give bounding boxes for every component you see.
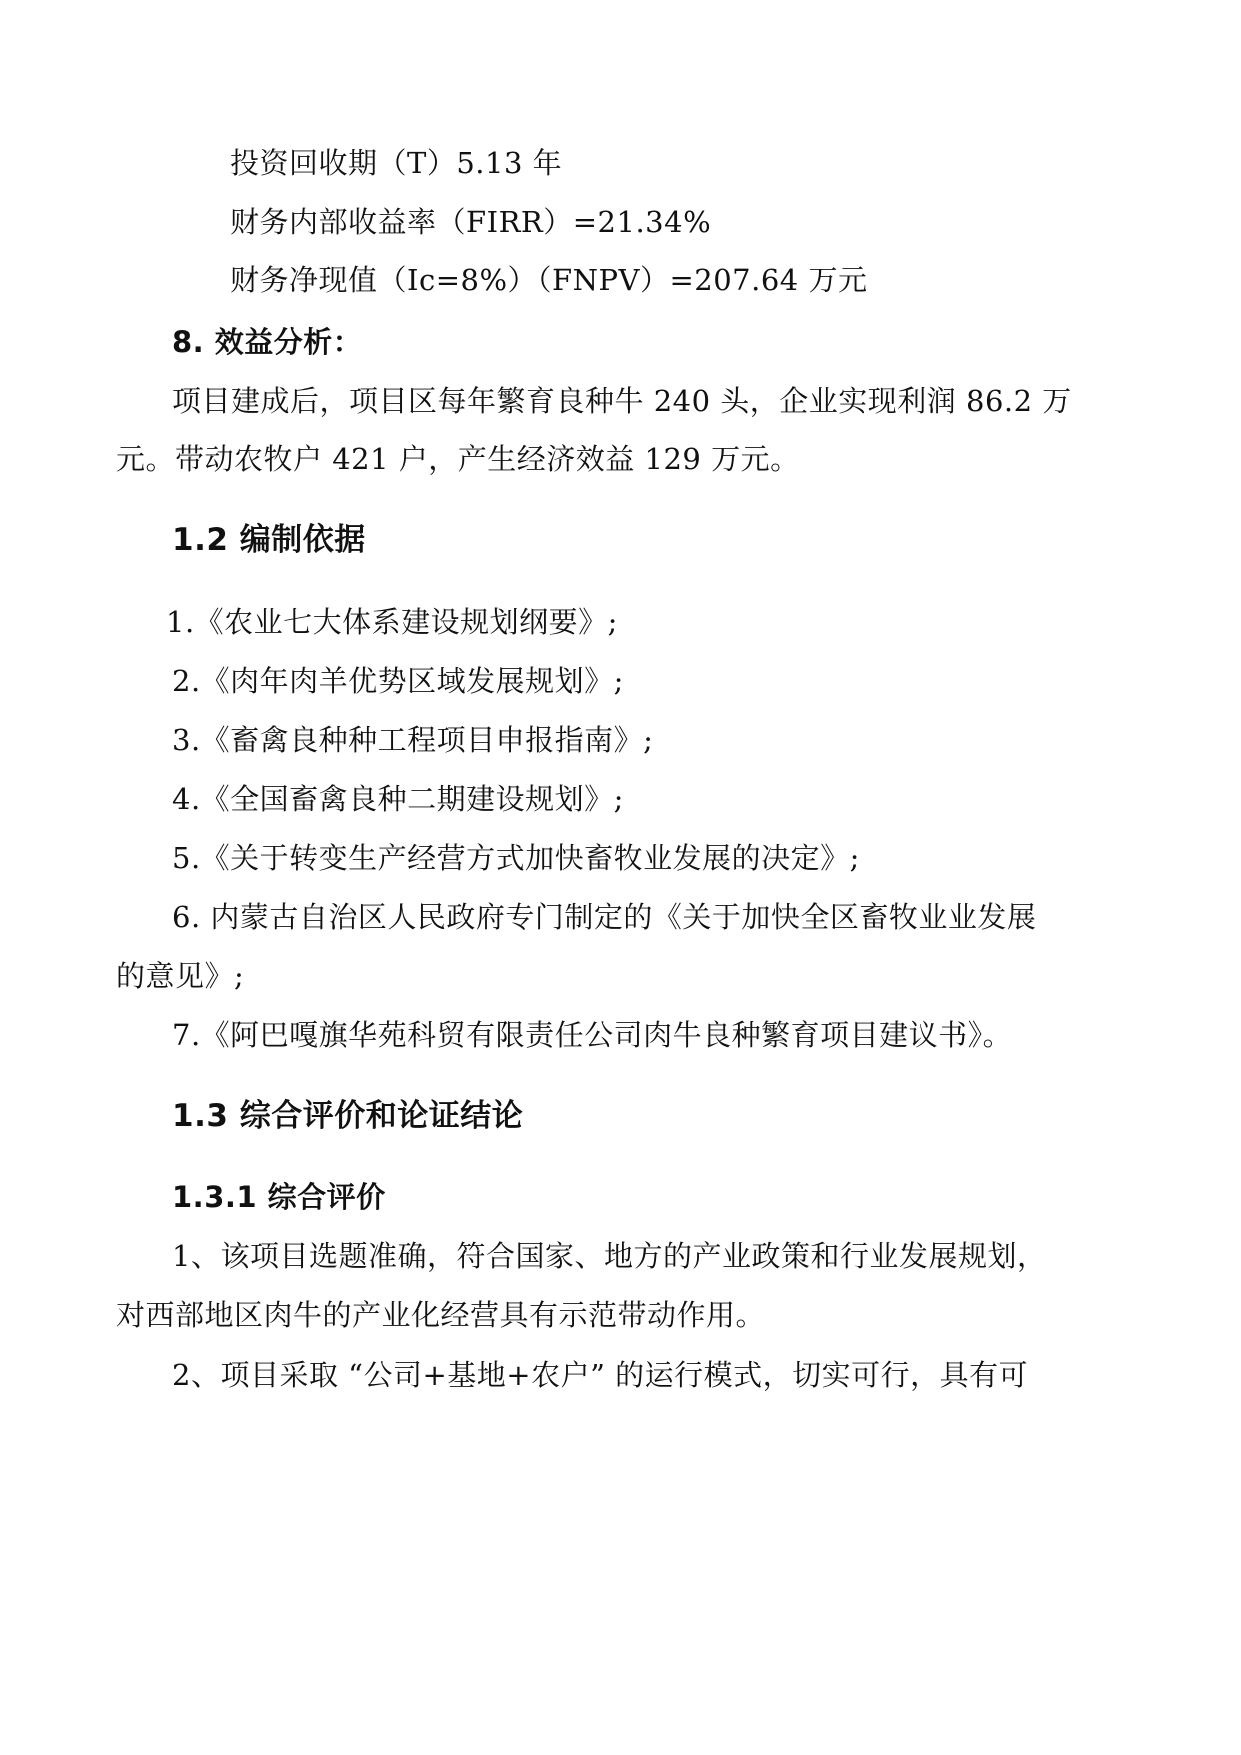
section-heading-basis: 1.2 编制依据	[172, 522, 366, 558]
basis-item: 1.《农业七大体系建设规划纲要》;	[166, 605, 618, 639]
basis-item: 4.《全国畜禽良种二期建设规划》;	[172, 782, 624, 816]
basis-item-continuation: 的意见》;	[116, 959, 245, 993]
basis-item: 5.《关于转变生产经营方式加快畜牧业发展的决定》;	[172, 841, 860, 875]
firr-line: 财务内部收益率（FIRR）=21.34%	[230, 205, 712, 239]
benefit-paragraph-line-1: 项目建成后，项目区每年繁育良种牛 240 头，企业实现利润 86.2 万	[172, 384, 1072, 418]
subsection-heading-evaluation: 1.3.1 综合评价	[172, 1180, 386, 1214]
evaluation-paragraph-2-line-1: 2、项目采取 “公司+基地+农户” 的运行模式，切实可行，具有可	[172, 1358, 1029, 1392]
evaluation-paragraph-1-line-2: 对西部地区肉牛的产业化经营具有示范带动作用。	[116, 1298, 766, 1332]
benefit-heading: 8. 效益分析：	[172, 325, 363, 359]
benefit-paragraph-line-2: 元。带动农牧户 421 户，产生经济效益 129 万元。	[116, 442, 800, 476]
basis-item: 2.《肉年肉羊优势区域发展规划》;	[172, 664, 624, 698]
fnpv-line: 财务净现值（Ic=8%）（FNPV）=207.64 万元	[230, 263, 868, 297]
payback-period-line: 投资回收期（T）5.13 年	[230, 146, 563, 180]
basis-item: 6. 内蒙古自治区人民政府专门制定的《关于加快全区畜牧业业发展	[172, 900, 1037, 934]
basis-item: 3.《畜禽良种种工程项目申报指南》;	[172, 723, 654, 757]
basis-item: 7.《阿巴嘎旗华苑科贸有限责任公司肉牛良种繁育项目建议书》。	[172, 1018, 1013, 1052]
section-heading-evaluation: 1.3 综合评价和论证结论	[172, 1098, 524, 1134]
evaluation-paragraph-1-line-1: 1、该项目选题准确，符合国家、地方的产业政策和行业发展规划，	[172, 1239, 1047, 1273]
